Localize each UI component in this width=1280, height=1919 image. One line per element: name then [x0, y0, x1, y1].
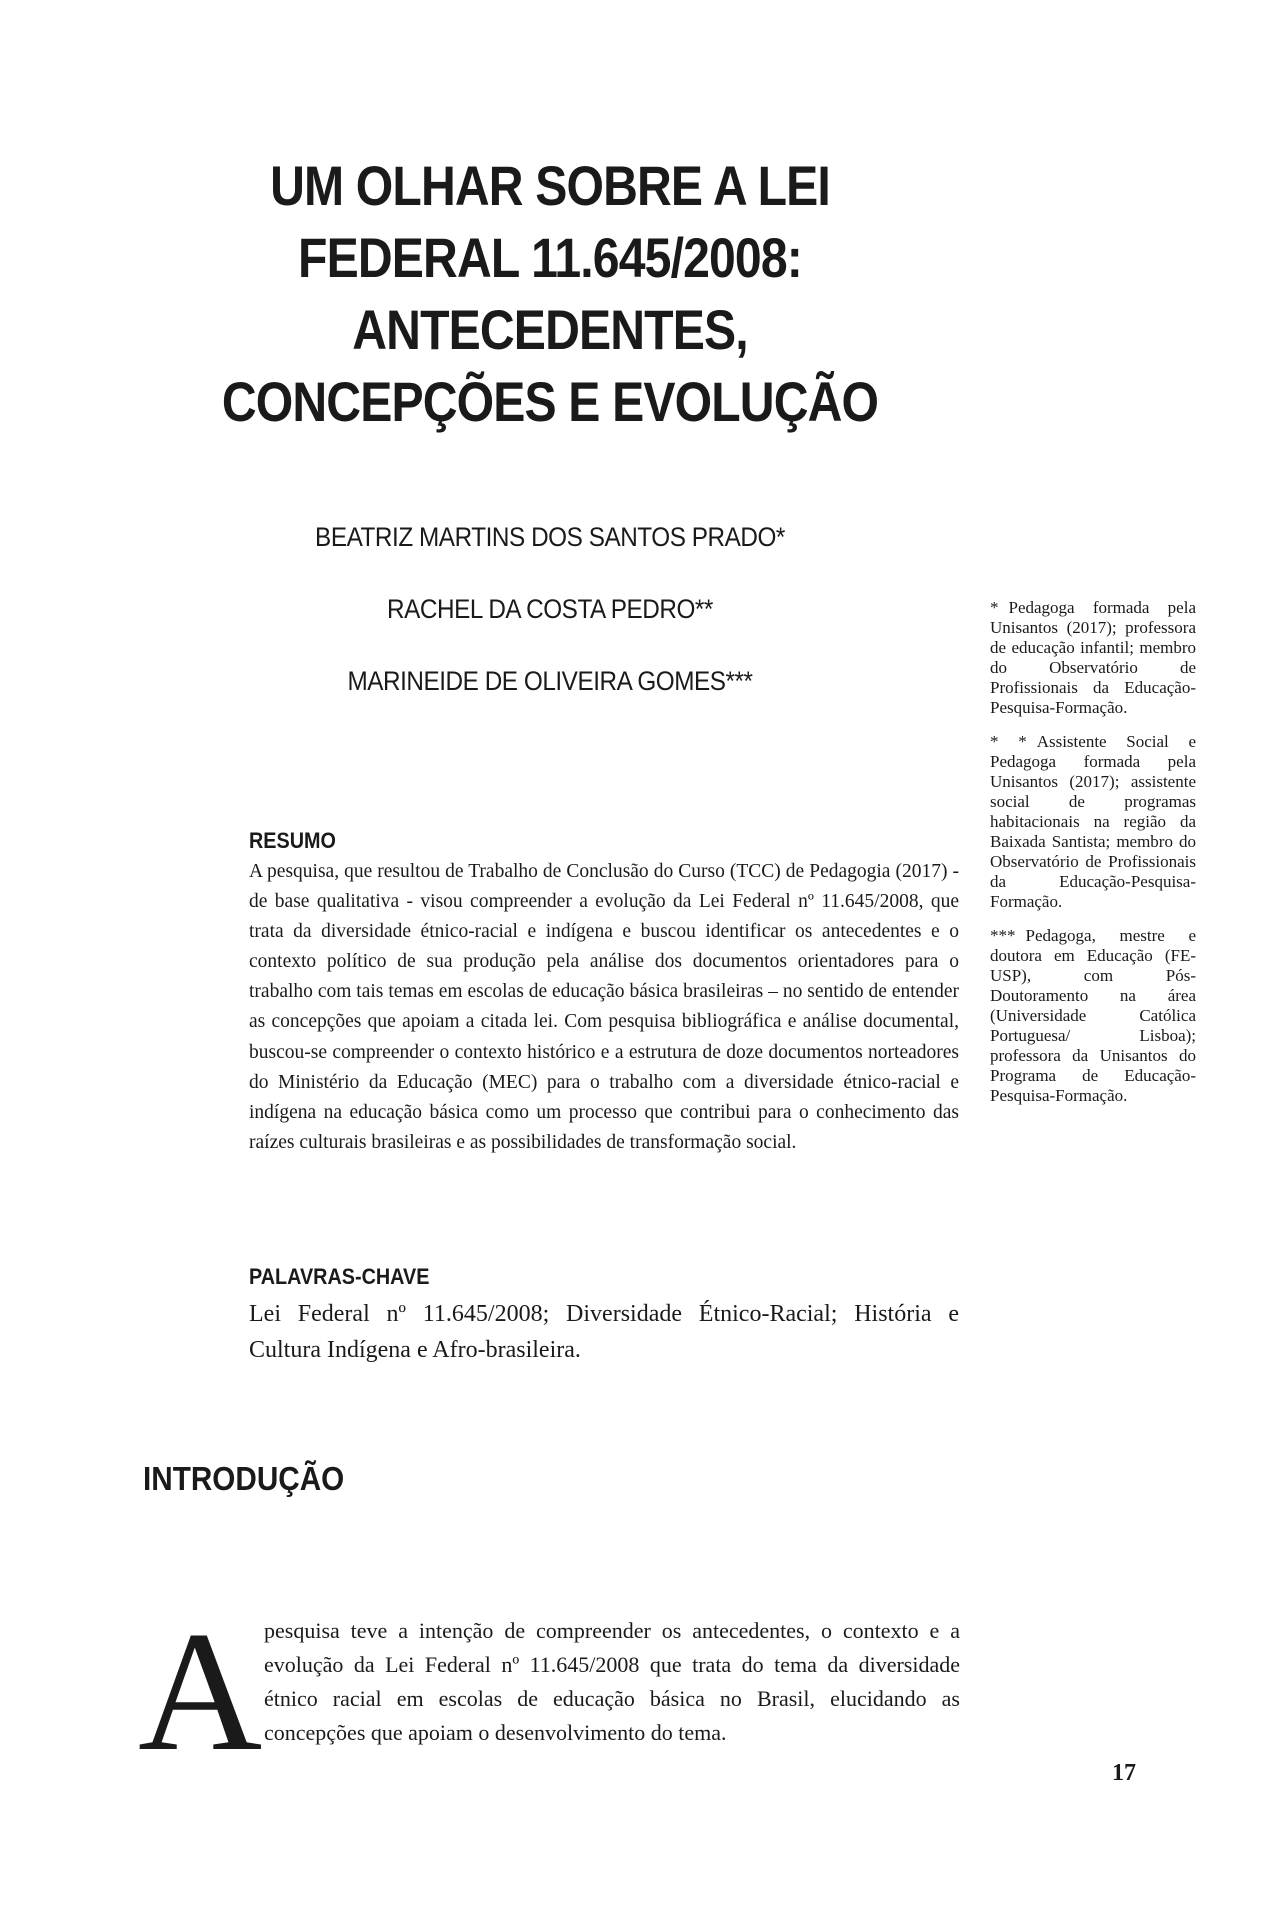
footnote-text: Pedagoga, mestre e doutora em Educação (FE-USP), com Pós-Doutoramento na área (Universidade Católica Portuguesa/ Lisboa); professora da Unisantos do Programa de Educação-Pesquisa-Formação. — [990, 926, 1196, 1105]
footnote-text: Pedagoga formada pela Unisantos (2017); professora de educação infantil; membro do Observatório de Profissionais da Educação-Pesquisa-Formação. — [990, 598, 1196, 717]
title-line: ANTECEDENTES, — [352, 298, 748, 361]
abstract-heading: RESUMO — [249, 828, 336, 853]
footnote — [990, 732, 1196, 912]
title-line: UM OLHAR SOBRE A LEI — [270, 154, 830, 217]
page-number: 17 — [1112, 1760, 1136, 1786]
author-name: RACHEL DA COSTA PEDRO** — [387, 594, 713, 624]
footnote — [990, 926, 1196, 1106]
footnote-marker: * * — [990, 732, 1027, 751]
footnote-marker: *** — [990, 926, 1016, 945]
title-line: CONCEPÇÕES E EVOLUÇÃO — [221, 370, 879, 433]
footnote-marker: * — [990, 598, 999, 617]
abstract-text: A pesquisa, que resultou de Trabalho de Conclusão do Curso (TCC) de Pedagogia (2017) - de base qualitativa - visou compreender a evolução da Lei Federal nº 11.645/2008, que trata da diversidade étnico-racial e indígena e buscou identificar os antecedentes e o contexto político de sua produção pela análise dos documentos orientadores para o trabalho com tais temas em escolas de educação básica brasileiras – no sentido de entender as concepções que apoiam a citada lei. Com pesquisa bibliográfica e análise documental, buscou-se compreender o contexto histórico e a estrutura de doze documentos norteadores do Ministério da Educação (MEC) para o trabalho com a diversidade étnico-racial e indígena na educação básica como um processo que contribui para o conhecimento das raízes culturais brasileiras e as possibilidades de transformação social. — [249, 861, 959, 1153]
body-paragraph-text: pesquisa teve a intenção de compreender os antecedentes, o contexto e a evolução da Lei Federal nº 11.645/2008 que trata do tema da diversidade étnico racial em escolas de educação básica no Brasil, elucidando as concepções que apoiam o desenvolvimento do tema. — [264, 1618, 960, 1745]
body-paragraph — [143, 1614, 960, 1750]
footnote — [990, 598, 1196, 718]
author-name: MARINEIDE DE OLIVEIRA GOMES*** — [347, 666, 753, 696]
keywords-heading: PALAVRAS-CHAVE — [249, 1264, 430, 1289]
article-title — [206, 150, 894, 438]
author-name: BEATRIZ MARTINS DOS SANTOS PRADO* — [315, 522, 785, 552]
section-heading: INTRODUÇÃO — [143, 1460, 345, 1497]
footnote-text: Assistente Social e Pedagoga formada pela Unisantos (2017); assistente social de programas habitacionais na região da Baixada Santista; membro do Observatório de Profissionais da Educação-Pesquisa-Formação. — [990, 732, 1197, 911]
keywords-text: Lei Federal nº 11.645/2008; Diversidade Étnico-Racial; História e Cultura Indígena e Afro-brasileira. — [249, 1301, 959, 1363]
title-line: FEDERAL 11.645/2008: — [298, 226, 802, 289]
author-footnotes — [990, 598, 1196, 1120]
drop-cap: A — [138, 1597, 263, 1787]
